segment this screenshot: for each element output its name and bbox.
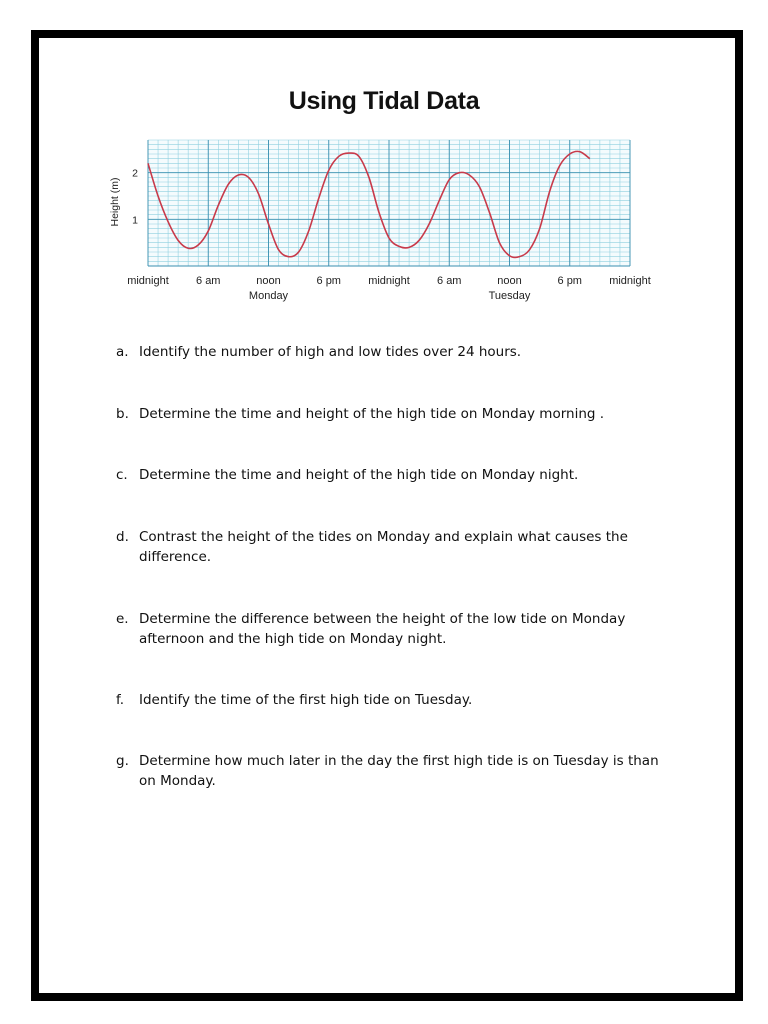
y-axis-label: Height (m) [109,177,121,227]
x-tick-label: noon [256,275,281,287]
question-text: Identify the number of high and low tides over 24 hours. [139,344,522,360]
question-item [116,465,676,485]
question-letter: e. [116,611,129,627]
question-item [116,751,676,791]
x-tick-label: midnight [368,275,410,287]
day-label: Monday [248,290,289,302]
question-text: Determine the time and height of the high tide on Monday morning . [139,406,605,422]
x-tick-label: midnight [609,275,651,287]
question-text: Determine the difference between the height of the low tide on Monday afternoon and the high tide on Monday night. [139,611,626,647]
question-text: Identify the time of the first high tide on Tuesday. [139,692,473,708]
x-tick-label: midnight [127,275,169,287]
day-label: Tuesday [488,290,531,302]
question-letter: a. [116,344,129,360]
x-tick-label: 6 pm [316,275,341,287]
x-tick-label: 6 am [196,275,221,287]
x-tick-label: 6 am [437,275,462,287]
question-letter: f. [116,692,125,708]
question-text: Determine the time and height of the high tide on Monday night. [139,467,579,483]
question-item [116,527,676,567]
question-item [116,404,676,424]
x-tick-label: 6 pm [557,275,582,287]
question-item [116,342,676,362]
page-title: Using Tidal Data [288,87,480,115]
question-text: Determine how much later in the day the first high tide is on Tuesday is than on Monday. [139,753,659,789]
question-letter: b. [116,406,129,422]
y-tick-label: 2 [132,167,138,180]
question-letter: g. [116,753,129,769]
question-item [116,609,676,649]
question-letter: c. [116,467,128,483]
question-letter: d. [116,529,129,545]
question-text: Contrast the height of the tides on Monday and explain what causes the difference. [139,529,628,565]
x-tick-label: noon [497,275,522,287]
question-item [116,690,676,710]
y-tick-label: 1 [132,214,138,227]
